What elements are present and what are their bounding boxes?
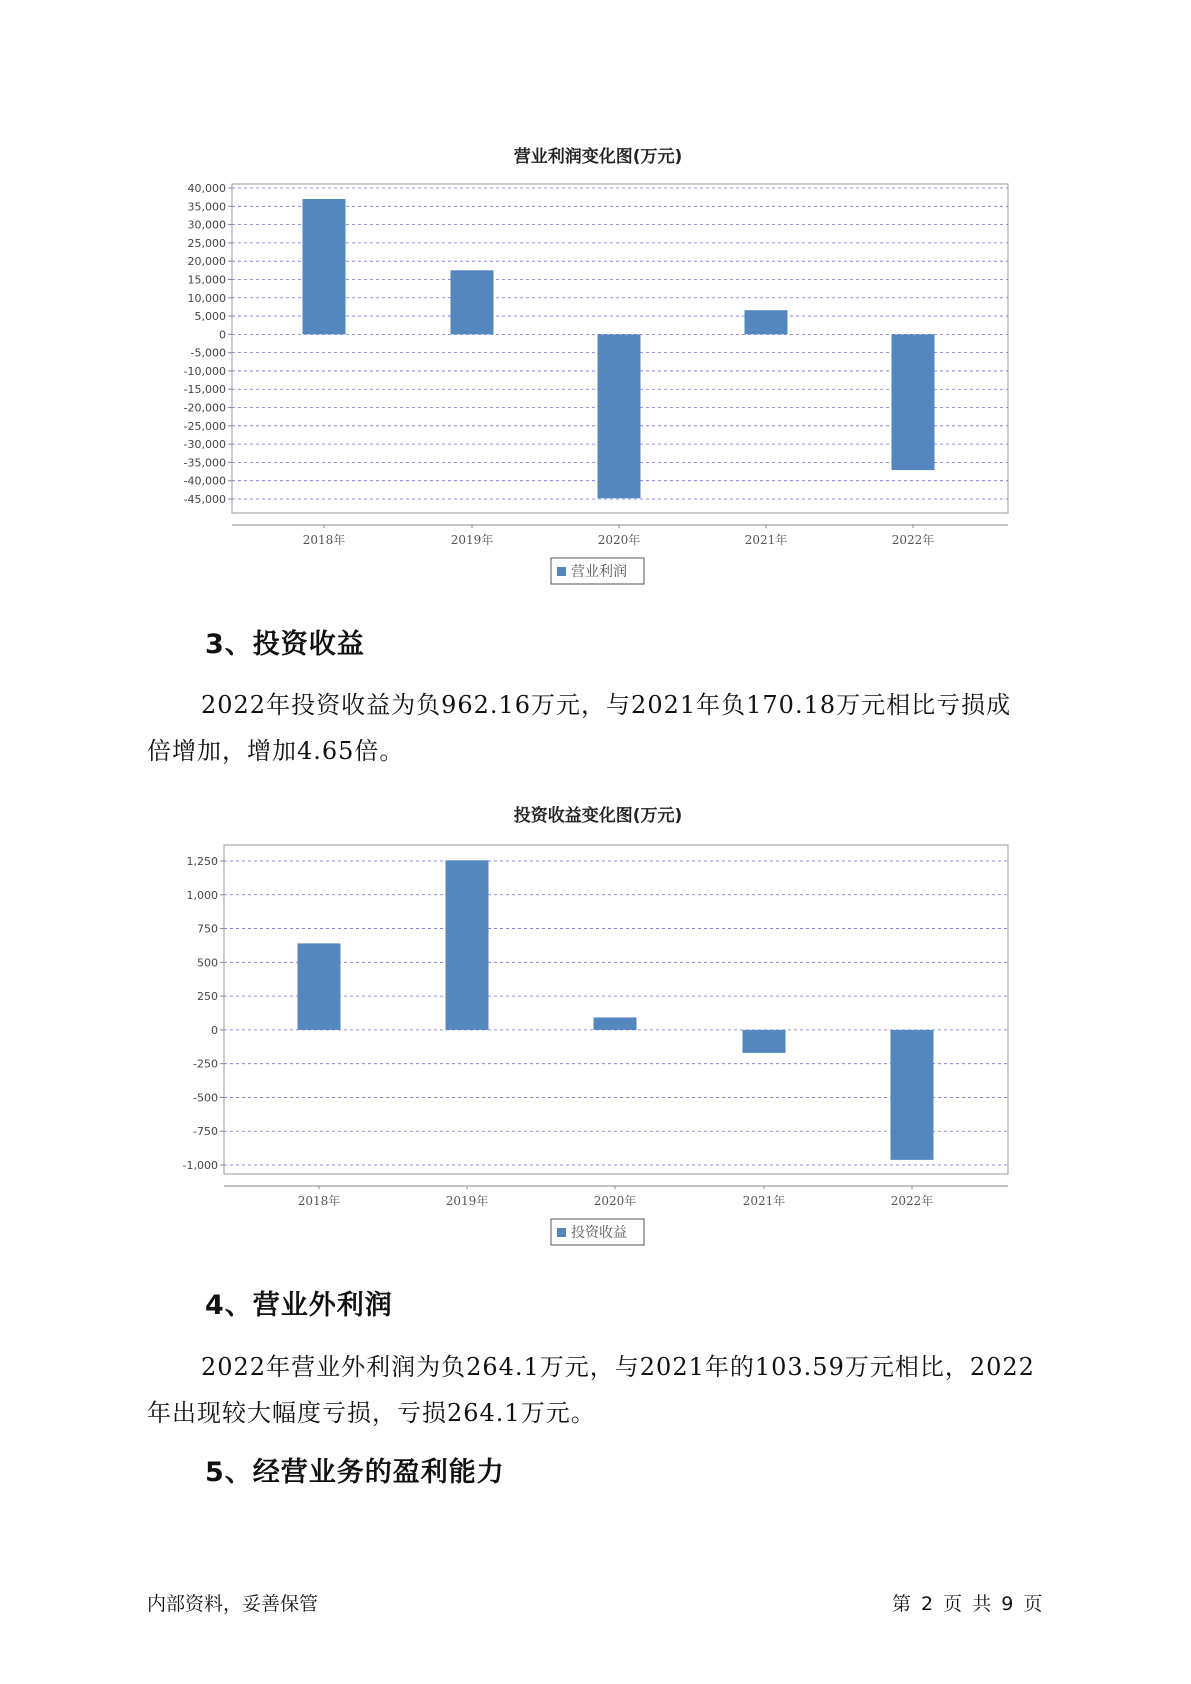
y-tick-label: 500 [197,956,218,970]
bar [298,943,341,1029]
section-heading-profitability: 5、经营业务的盈利能力 [205,1457,505,1488]
y-tick-label: 5,000 [194,310,226,324]
y-tick-label: 0 [211,1023,218,1037]
y-tick-label: -40,000 [183,474,226,488]
y-tick-label: -15,000 [183,383,226,397]
y-tick-label: 1,000 [186,888,218,902]
y-tick-label: 750 [197,922,218,936]
y-tick-label: 40,000 [187,182,226,195]
bar [594,1017,637,1029]
y-tick-label: -250 [193,1057,218,1071]
x-tick-label: 2018年 [297,1194,341,1208]
footer-right: 第 2 页 共 9 页 [892,1593,1043,1615]
y-tick-label: -25,000 [183,419,226,433]
y-tick-label: 250 [197,990,218,1004]
y-tick-label: -5,000 [190,346,226,360]
nonoperating-paragraph-line2: 年出现较大幅度亏损，亏损264.1万元。 [147,1399,596,1427]
y-tick-label: -10,000 [183,364,226,378]
footer-left: 内部资料，妥善保管 [147,1593,319,1615]
section-heading-investment: 3、投资收益 [205,629,365,660]
y-tick-label: -35,000 [183,456,226,470]
chart-title: 投资收益变化图(万元) [513,806,683,826]
y-tick-label: 20,000 [187,255,226,269]
y-tick-label: 35,000 [187,200,226,214]
bar [891,1030,934,1160]
nonoperating-paragraph [147,1344,1067,1436]
y-tick-label: 30,000 [187,218,226,232]
y-tick-label: 0 [219,328,226,342]
y-tick-label: 25,000 [187,236,226,250]
bar [446,860,489,1030]
y-tick-label: 10,000 [187,291,226,305]
y-tick-label: 1,250 [186,855,218,868]
y-tick-label: 15,000 [187,273,226,287]
y-tick-label: -750 [193,1125,218,1139]
y-tick-label: -30,000 [183,438,226,452]
y-tick-label: -20,000 [183,401,226,415]
x-tick-label: 2020年 [597,533,641,547]
x-tick-label: 2018年 [302,533,346,547]
investment-paragraph-line1: 2022年投资收益为负962.16万元，与2021年负170.18万元相比亏损成 [201,691,1012,719]
legend-swatch [557,1228,566,1237]
x-tick-label: 2019年 [445,1194,489,1208]
x-tick-label: 2021年 [744,533,788,547]
legend-label: 投资收益 [571,1225,627,1241]
x-tick-label: 2019年 [450,533,494,547]
x-tick-label: 2022年 [891,533,935,547]
legend-label: 营业利润 [571,564,627,580]
y-tick-label: -500 [193,1091,218,1105]
x-tick-label: 2022年 [890,1194,934,1208]
y-tick-label: -45,000 [183,493,226,506]
y-tick-label: -1,000 [182,1159,218,1172]
section-heading-nonoperating: 4、营业外利润 [205,1290,393,1321]
bar [743,1030,786,1053]
plot-area [224,845,1008,1174]
x-tick-label: 2020年 [593,1194,637,1208]
nonoperating-paragraph-line1: 2022年营业外利润为负264.1万元，与2021年的103.59万元相比，2022 [201,1353,1035,1381]
chart-title: 营业利润变化图(万元) [513,147,683,167]
x-tick-label: 2021年 [742,1194,786,1208]
investment-paragraph-line2: 倍增加，增加4.65倍。 [147,737,405,765]
